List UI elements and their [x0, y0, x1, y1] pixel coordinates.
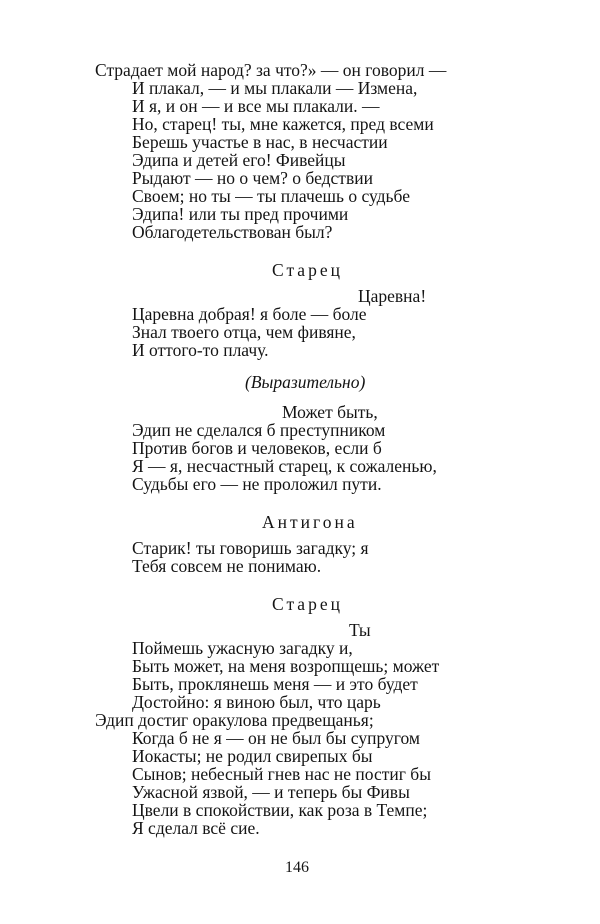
verse-line: Иокасты; не родил свирепых бы	[132, 746, 373, 766]
verse-line: Страдает мой народ? за что?» — он говорил —	[95, 60, 447, 80]
speaker-name: Старец	[272, 260, 343, 280]
verse-line: Поймешь ужасную загадку и,	[132, 638, 353, 658]
verse-line: Я — я, несчастный старец, к сожаленью,	[132, 456, 437, 476]
verse-line: Рыдают — но о чем? о бедствии	[132, 168, 373, 188]
verse-line: Когда б не я — он не был бы супругом	[132, 728, 420, 748]
speaker-name: Антигона	[262, 512, 358, 532]
verse-line: Сынов; небесный гнев нас не постиг бы	[132, 764, 431, 784]
verse-line: Ты	[349, 620, 371, 640]
verse-line: Своем; но ты — ты плачешь о судьбе	[132, 186, 410, 206]
verse-line: Царевна!	[358, 286, 427, 306]
verse-line: Может быть,	[282, 402, 378, 422]
verse-line: И я, и он — и все мы плакали. —	[132, 96, 380, 116]
verse-line: Но, старец! ты, мне кажется, пред всеми	[132, 114, 434, 134]
verse-line: Старик! ты говоришь загадку; я	[132, 538, 369, 558]
verse-line: Облагодетельствован был?	[132, 222, 333, 242]
verse-line: Цвели в спокойствии, как роза в Темпе;	[132, 800, 428, 820]
verse-line: И плакал, — и мы плакали — Измена,	[132, 78, 418, 98]
verse-line: Эдипа и детей его! Фивейцы	[132, 150, 346, 170]
verse-line: Тебя совсем не понимаю.	[132, 556, 322, 576]
verse-line: Против богов и человеков, если б	[132, 438, 382, 458]
speaker-name: Старец	[272, 594, 343, 614]
verse-line: Быть, проклянешь меня — и это будет	[132, 674, 418, 694]
verse-line: Я сделал всё сие.	[132, 818, 260, 838]
verse-line: Знал твоего отца, чем фивяне,	[132, 322, 356, 342]
verse-line: Судьбы его — не проложил пути.	[132, 474, 382, 494]
verse-line: И оттого-то плачу.	[132, 340, 269, 360]
verse-line: Эдип не сделался б преступником	[132, 420, 386, 440]
verse-line: Эдип достиг оракулова предвещанья;	[95, 710, 374, 730]
verse-line: Достойно: я виною был, что царь	[132, 692, 381, 712]
verse-line: Берешь участье в нас, в несчастии	[132, 132, 388, 152]
page-number: 146	[285, 859, 309, 876]
verse-line: Эдипа! или ты пред прочими	[132, 204, 349, 224]
verse-line: Быть может, на меня возропщешь; может	[132, 656, 440, 676]
verse-line: Ужасной язвой, — и теперь бы Фивы	[132, 782, 410, 802]
verse-line: Царевна добрая! я боле — боле	[132, 304, 367, 324]
stage-direction: (Выразительно)	[245, 372, 366, 392]
